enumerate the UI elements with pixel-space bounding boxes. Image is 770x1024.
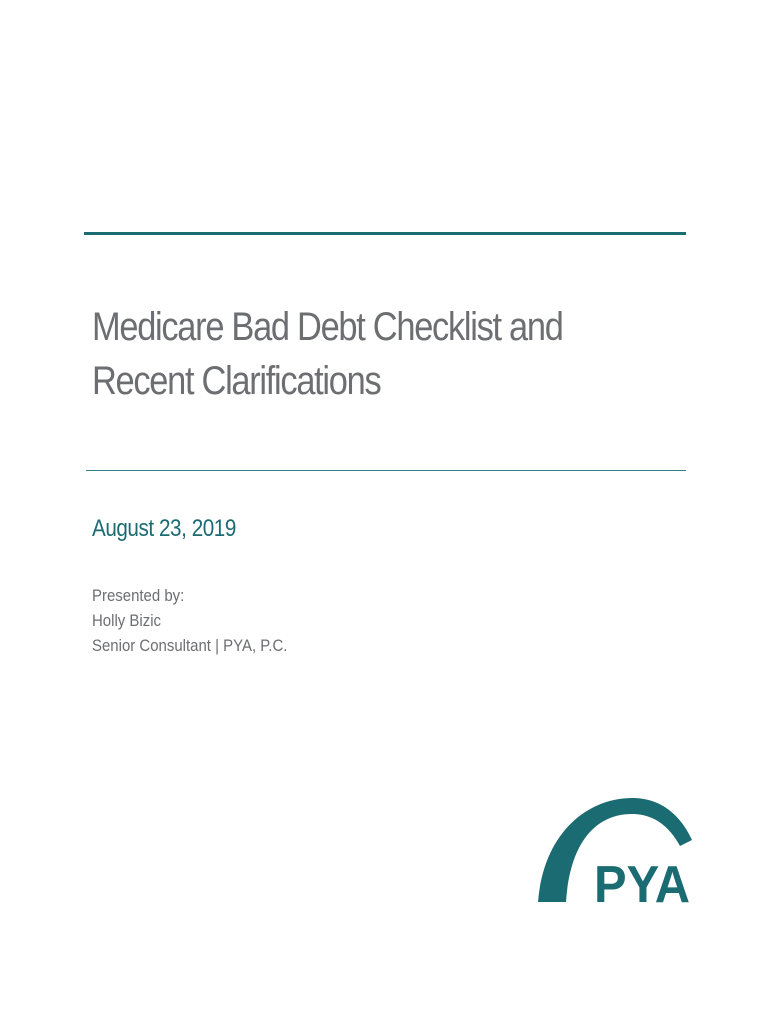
title-line-1: Medicare Bad Debt Checklist and (92, 305, 563, 349)
page-title (92, 300, 608, 408)
top-divider (84, 232, 686, 235)
presenter-name: Holly Bizic (92, 611, 161, 630)
presenter-block (92, 583, 287, 658)
presentation-date: August 23, 2019 (92, 515, 236, 542)
middle-divider (86, 470, 686, 471)
pya-logo-text: PYA (594, 856, 690, 910)
presenter-label: Presented by: (92, 586, 185, 605)
title-line-2: Recent Clarifications (92, 359, 381, 403)
presenter-role: Senior Consultant | PYA, P.C. (92, 636, 288, 655)
pya-logo (530, 790, 700, 910)
